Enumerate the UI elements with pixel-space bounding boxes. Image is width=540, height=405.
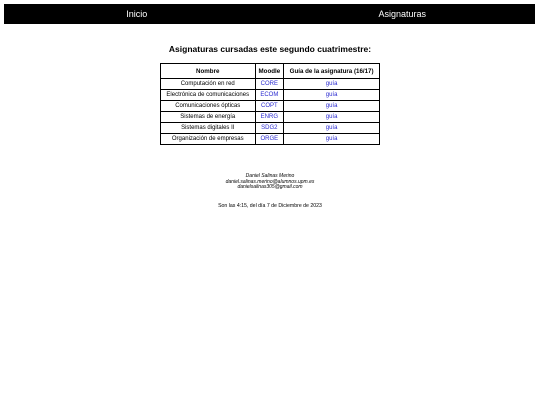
guide-link[interactable]: guía bbox=[325, 81, 338, 87]
moodle-link[interactable]: COPT bbox=[261, 103, 278, 109]
subject-name: Organización de empresas bbox=[161, 134, 256, 145]
subject-name: Sistemas de energía bbox=[161, 112, 256, 123]
header-guide: Guía de la asignatura (16/17) bbox=[284, 64, 380, 79]
table-row bbox=[161, 112, 380, 123]
header-moodle: Moodle bbox=[255, 64, 284, 79]
guide-link[interactable]: guía bbox=[325, 125, 338, 131]
author-email-personal: danielsalinas305@gmail.com bbox=[237, 184, 303, 191]
top-navbar bbox=[4, 4, 535, 24]
subjects-table bbox=[160, 63, 380, 145]
guide-link[interactable]: guía bbox=[325, 92, 338, 98]
current-datetime: Son las 4:15, del día 7 de Diciembre de 2023 bbox=[218, 203, 322, 209]
nav-subjects-link[interactable]: Asignaturas bbox=[378, 9, 427, 19]
author-email-university: daniel.salinas.merino@alumnos.upm.es bbox=[225, 178, 315, 185]
table-row bbox=[161, 123, 380, 134]
table-row bbox=[161, 134, 380, 145]
subject-name: Comunicaciones ópticas bbox=[161, 101, 256, 112]
author-name: Daniel Salinas Merino bbox=[245, 173, 295, 179]
subject-name: Computación en red bbox=[161, 79, 256, 90]
moodle-link[interactable]: CORE bbox=[260, 81, 279, 87]
nav-home-link[interactable]: Inicio bbox=[126, 9, 148, 19]
moodle-link[interactable]: ORGE bbox=[260, 136, 279, 142]
moodle-link[interactable]: ENRG bbox=[260, 114, 279, 120]
table-header-row bbox=[161, 64, 380, 79]
subject-name: Electrónica de comunicaciones bbox=[161, 90, 256, 101]
moodle-link[interactable]: SDG2 bbox=[261, 125, 278, 131]
guide-link[interactable]: guía bbox=[325, 114, 338, 120]
table-row bbox=[161, 101, 380, 112]
table-row bbox=[161, 90, 380, 101]
moodle-link[interactable]: ECOM bbox=[260, 92, 279, 98]
author-footer bbox=[0, 174, 540, 191]
header-name: Nombre bbox=[161, 64, 256, 79]
guide-link[interactable]: guía bbox=[325, 136, 338, 142]
table-row bbox=[161, 79, 380, 90]
guide-link[interactable]: guía bbox=[325, 103, 338, 109]
page-title: Asignaturas cursadas este segundo cuatrimestre: bbox=[168, 44, 372, 54]
subject-name: Sistemas digitales II bbox=[161, 123, 256, 134]
